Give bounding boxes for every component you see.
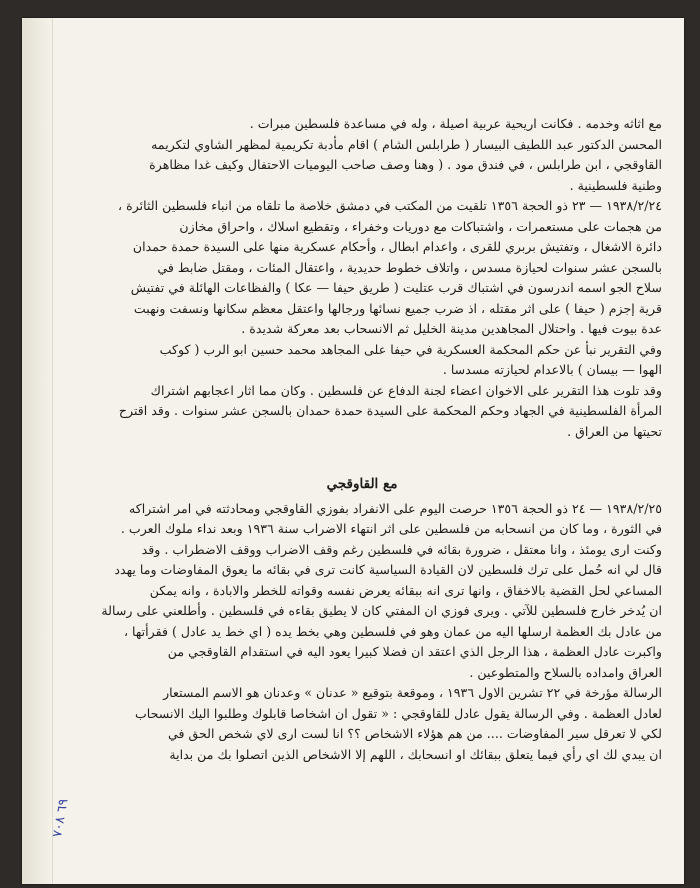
text-line: ١٩٣٨/٢/٢٤ — ٢٣ ذو الحجة ١٣٥٦ تلقيت من المكتب في دمشق خلاصة ما تلقاه من انباء فلسطين الثائرة ،: [118, 198, 662, 213]
text-line: واكبرت عادل العظمة ، هذا الرجل الذي اعتقد ان فضلا كبيرا يعود اليه في استقدام القاوقجي من: [167, 644, 662, 659]
text-line: في الثورة ، وما كان من انسحابه من فلسطين على اثر انتهاء الاضراب سنة ١٩٣٦ وبعد نداء ملوك العرب .: [120, 521, 662, 536]
text-line: العراق وامداده بالسلاح والمتطوعين .: [469, 664, 662, 680]
paragraph-1: [62, 114, 662, 196]
text-line: المساعي لحل القضية بالاخفاق ، وانها ترى انه ببقائه يعرض نفسه وقواته للخطر والابادة ، وانه يمكن: [149, 582, 662, 598]
paragraph-2: [62, 196, 662, 340]
paper-binding-edge: [22, 18, 53, 884]
text-line: لكي لا تعرقل سير المفاوضات .... من هم هؤلاء الاشخاص ؟؟ انا لست ارى لاي شخص الحق في: [168, 726, 662, 741]
paragraph-6: [62, 683, 662, 765]
text-line: الرسالة مؤرخة في ٢٢ تشرين الاول ١٩٣٦ ، وموقعة بتوقيع « عدنان » وعدنان هو الاسم المستعار: [163, 685, 662, 700]
text-line: القاوقجي ، ابن طرابلس ، في فندق مود . ( وهنا وصف صاحب اليوميات الاحتفال وكيف غدا مظاهرة: [149, 157, 662, 172]
text-line: دائرة الاشغال ، وتفتيش بربري للقرى ، واعدام ابطال ، وأحكام عسكرية منها على السيدة حمدة حمدان: [132, 239, 662, 254]
document-page: [22, 18, 684, 884]
text-line: ان يُدخر خارج فلسطين للآتي . ويرى فوزي ان المفتي كان لا يطيق بقاءه في فلسطين . وأطلعني على رسالة: [101, 603, 662, 618]
document-body: [62, 114, 662, 765]
text-line: قال لي انه حُمل على ترك فلسطين لان القيادة السياسية كانت ترى في بقائه ما يعوق المفاوضات وما يهدد: [114, 562, 662, 577]
text-line: لعادل العظمة . وفي الرسالة يقول عادل للقاوقجي : « تقول ان اشخاصا قابلوك وطلبوا اليك الانسحاب: [134, 705, 662, 721]
text-line: من هجمات على مستعمرات ، واشتباكات مع دوريات وخفراء ، وتقطيع اسلاك ، واحراق مخازن: [179, 218, 662, 234]
text-line: وطنية فلسطينية .: [569, 177, 662, 193]
text-line: الهوا — بيسان ) بالاعدام لحيازته مسدسا .: [442, 362, 662, 377]
text-line: وفي التقرير نبأ عن حكم المحكمة العسكرية في حيفا على المجاهد محمد حسين ابو الرب ( كوكب: [159, 341, 662, 357]
text-line: عدة بيوت فيها . واحتلال المجاهدين مدينة الخليل ثم الانسحاب بعد معركة شديدة .: [241, 321, 662, 336]
paragraph-4: [62, 381, 662, 443]
text-line: وقد تلوت هذا التقرير على الاخوان اعضاء لجنة الدفاع عن فلسطين . وكان مما اثار اعجابهم اشتراك: [150, 382, 662, 398]
section-heading: مع القاوقجي: [326, 476, 398, 492]
text-line: المحسن الدكتور عبد اللطيف البيسار ( طرابلس الشام ) اقام مأدبة تكريمية لمظهر الشاوي لتكريمه: [151, 136, 662, 152]
text-line: بالسجن عشر سنوات لحيازة مسدس ، واتلاف خطوط حديدية ، واعتقال المئات ، ومقتل ضابط في: [157, 259, 662, 275]
text-line: المرأة الفلسطينية في الجهاد وحكم المحكمة على السيدة حمدة حمدان بالسجن عشر سنوات . وقد اقترح: [118, 403, 662, 418]
text-line: قرية إجزم ( حيفا ) على اثر مقتله ، اذ ضرب جميع نسائها ورجالها واعتقل معظم سكانها ونسفت ونهبت: [133, 300, 662, 316]
text-line: مع اثاثه وخدمه . فكانت اريحية عربية اصيلة ، وله في مساعدة فلسطين مبرات .: [249, 116, 662, 131]
text-line: ١٩٣٨/٢/٢٥ — ٢٤ ذو الحجة ١٣٥٦ حرصت اليوم على الانفراد بفوزي القاوقجي ومحادثته في امر اشتراكه: [129, 500, 662, 516]
text-line: وكنت ارى يومئذ ، وانا معتقل ، ضرورة بقائه في فلسطين رغم وقف الاضراب ووقف الاضطراب . وقد: [141, 541, 662, 557]
section-gap: [62, 442, 662, 462]
text-line: سلاح الجو اسمه اندرسون في اشتباك قرب عتليت ( طريق حيفا — عكا ) والفظاعات الهائلة في تفتيش: [130, 280, 662, 295]
paragraph-5: [62, 499, 662, 684]
text-line: من عادل بك العظمة ارسلها اليه من عمان وهو في فلسطين وهي بخط يده ( اي خط يد عادل ) فقرأتها ،: [123, 623, 662, 639]
text-line: ان يبدي لك اي رأي فيما يتعلق ببقائك او انسحابك ، اللهم إلا الاشخاص الذين اتصلوا بك من بداية: [169, 746, 662, 762]
handwritten-page-number: ٦٩ ٧٠٨: [50, 797, 72, 839]
text-line: تحيتها من العراق .: [567, 423, 662, 439]
paragraph-3: [62, 340, 662, 381]
